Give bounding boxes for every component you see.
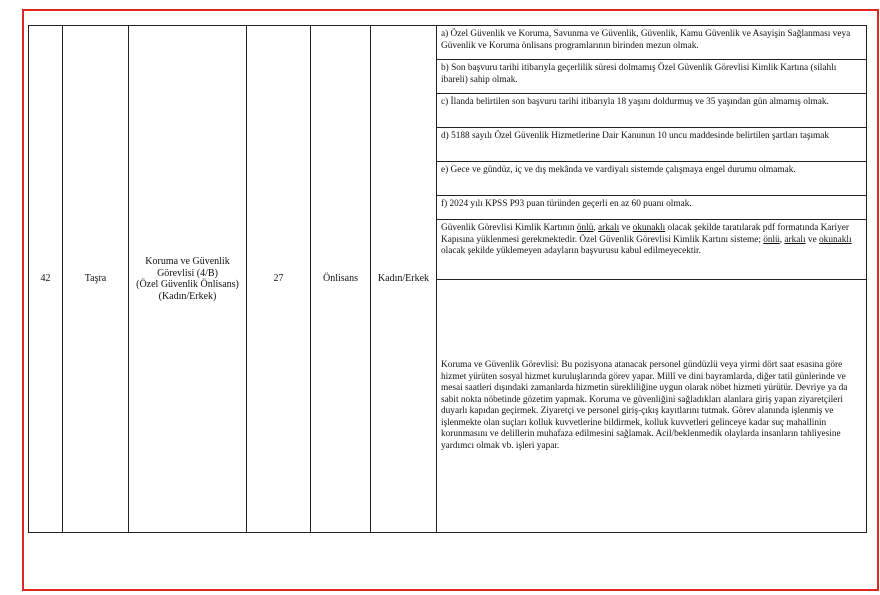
requirement-e: e) Gece ve gündüz, iç ve dış mekânda ve vardiyalı sistemde çalışmaya engel durumu olmamak. <box>437 162 867 196</box>
position-line: Görevlisi (4/B) <box>157 267 218 279</box>
requirement-c: c) İlanda belirtilen son başvuru tarihi itibarıyla 18 yaşını doldurmuş ve 35 yaşından gün almamış olmak. <box>437 94 867 128</box>
id-card-upload-note: Güvenlik Görevlisi Kimlik Kartının önlü, arkalı ve okunaklı olacak şekilde taratılarak pdf formatında Kariyer Kapısına yüklenmesi gerekmektedir. Özel Güvenlik Görevlisi Kimlik Kartını sisteme; önlü, arkalı ve okunaklı olacak şekilde yüklemeyen adayların başvurusu kabul edilmeyecektir. <box>437 220 867 280</box>
table-row <box>29 26 867 60</box>
job-requirements-table <box>28 25 867 533</box>
requirement-a: a) Özel Güvenlik ve Koruma, Savunma ve Güvenlik, Güvenlik, Kamu Güvenlik ve Asayişin Sağlanması veya Güvenlik ve Koruma önlisans programlarının birinden mezun olmak. <box>437 26 867 60</box>
position-line: (Kadın/Erkek) <box>158 290 217 302</box>
position-line: (Özel Güvenlik Önlisans) <box>136 279 239 290</box>
location-cell: Taşra <box>63 26 129 533</box>
requirement-d: d) 5188 sayılı Özel Güvenlik Hizmetlerine Dair Kanunun 10 uncu maddesinde belirtilen şartları taşımak <box>437 128 867 162</box>
education-level: Önlisans <box>311 26 371 533</box>
position-title <box>129 26 247 533</box>
row-number: 42 <box>29 26 63 533</box>
gender-cell: Kadın/Erkek <box>371 26 437 533</box>
position-count: 27 <box>247 26 311 533</box>
position-line: Koruma ve Güvenlik <box>145 256 230 267</box>
requirement-f: f) 2024 yılı KPSS P93 puan türünden geçerli en az 60 puanı olmak. <box>437 196 867 220</box>
job-description: Koruma ve Güvenlik Görevlisi: Bu pozisyona atanacak personel gündüzlü veya yirmi dört saat esasına göre hizmet yürüten sosyal hizmet kuruluşlarında görev yapar. Millî ve dini bayramlarda, diğer tatil günlerinde ve mesai saatleri dışındaki zamanlarda hizmetin sürekliliğine uygun olarak nöbet hizmeti yürütür. Devriye ya da sabit nokta nöbetinde gözetim yapmak. Koruma ve güvenliğini sağladıkları alanlara giriş yapan ziyaretçileri duyarlı kapıdan geçirmek. Ziyaretçi ve personel giriş-çıkış kayıtlarını tutmak. Görev alanında işlenmiş ve işlenmekte olan suçları kolluk kuvvetlerine bildirmek, kolluk kuvvetleri gelinceye kadar suç mahallinin korunmasını ve delillerin muhafaza edilmesini sağlamak. Acil/beklenmedik olaylarda insanların tahliyesine yardımcı olmak vb. işleri yapar. <box>437 280 867 533</box>
requirement-b: b) Son başvuru tarihi itibarıyla geçerlilik süresi dolmamış Özel Güvenlik Görevlisi Kimlik Kartına (silahlı ibareli) sahip olmak. <box>437 60 867 94</box>
